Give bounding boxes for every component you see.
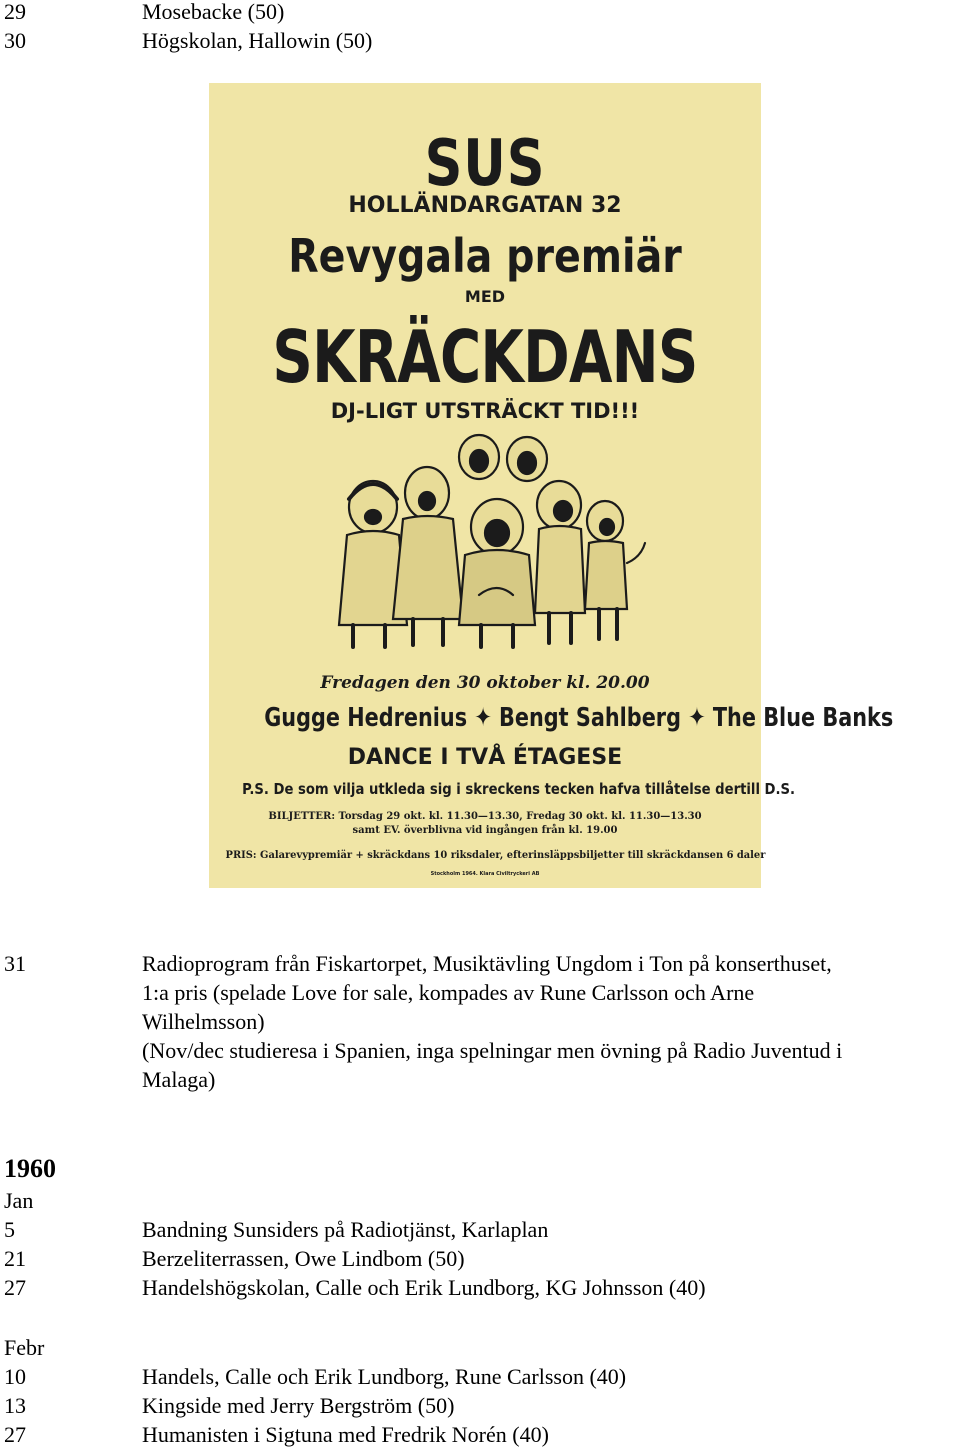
month-label: Jan — [4, 1188, 34, 1213]
poster-tickets: BILJETTER: Torsdag 29 okt. kl. 11.30—13.30, Fredag 30 okt. kl. 11.30—13.30 — [268, 811, 702, 822]
poster-title: SUS — [424, 127, 546, 201]
entry-text-continued: Wilhelmsson) — [142, 1009, 265, 1034]
entry-day: 29 — [4, 0, 26, 24]
entry-text: Handels, Calle och Erik Lundborg, Rune Carlsson (40) — [142, 1364, 627, 1389]
poster-artists: Gugge Hedrenius ✦ Bengt Sahlberg ✦ The Blue Banks — [264, 703, 894, 733]
poster-med: MED — [464, 287, 506, 306]
entry-text: Handelshögskolan, Calle och Erik Lundborg, KG Johnsson (40) — [142, 1275, 706, 1300]
entry-note: (Nov/dec studieresa i Spanien, inga spelningar men övning på Radio Juventud i — [142, 1038, 843, 1063]
poster-dance: DANCE I TVÅ ÉTAGESE — [347, 745, 623, 770]
poster-sub: DJ-LIGT UTSTRÄCKT TID!!! — [330, 399, 640, 423]
year-heading: 1960 — [4, 1154, 56, 1183]
entry-text: Kingside med Jerry Bergström (50) — [142, 1393, 455, 1418]
entry-text: Högskolan, Hallowin (50) — [142, 28, 373, 53]
poster-tickets-extra: samt EV. överblivna vid ingången från kl. 19.00 — [352, 825, 618, 836]
entry-text: Mosebacke (50) — [142, 0, 285, 24]
entry-day: 10 — [4, 1364, 26, 1389]
entry-text: Bandning Sunsiders på Radiotjänst, Karlaplan — [142, 1217, 549, 1242]
entry-note-continued: Malaga) — [142, 1067, 216, 1092]
entry-day: 13 — [4, 1393, 26, 1418]
month-label: Febr — [4, 1335, 45, 1360]
poster-ps: P.S. De som vilja utkleda sig i skreckens tecken hafva tillåtelse dertill D.S. — [242, 780, 796, 798]
entry-text-continued: 1:a pris (spelade Love for sale, kompades av Rune Carlsson och Arne — [142, 980, 755, 1005]
entry-text: Radioprogram från Fiskartorpet, Musiktävling Ungdom i Ton på konserthuset, — [142, 951, 832, 976]
entry-day: 21 — [4, 1246, 26, 1271]
concert-poster — [209, 83, 894, 888]
poster-main: SKRÄCKDANS — [272, 315, 698, 399]
singing-figures-illustration — [309, 435, 661, 651]
entry-day: 31 — [4, 951, 26, 976]
entry-day: 5 — [4, 1217, 15, 1242]
poster-address: HOLLÄNDARGATAN 32 — [348, 193, 622, 218]
poster-price: PRIS: Galarevypremiär + skräckdans 10 riksdaler, efterinsläppsbiljetter till skräckdansen 6 daler — [225, 849, 766, 861]
entry-day: 30 — [4, 28, 26, 53]
entry-text: Humanisten i Sigtuna med Fredrik Norén (40) — [142, 1422, 549, 1447]
entry-day: 27 — [4, 1275, 26, 1300]
poster-printer: Stockholm 1964. Klara Civiltryckeri AB — [430, 871, 540, 877]
poster-headline: Revygala premiär — [288, 229, 682, 283]
entry-day: 27 — [4, 1422, 26, 1447]
poster-date: Fredagen den 30 oktober kl. 20.00 — [320, 673, 650, 693]
entry-text: Berzeliterrassen, Owe Lindbom (50) — [142, 1246, 465, 1271]
